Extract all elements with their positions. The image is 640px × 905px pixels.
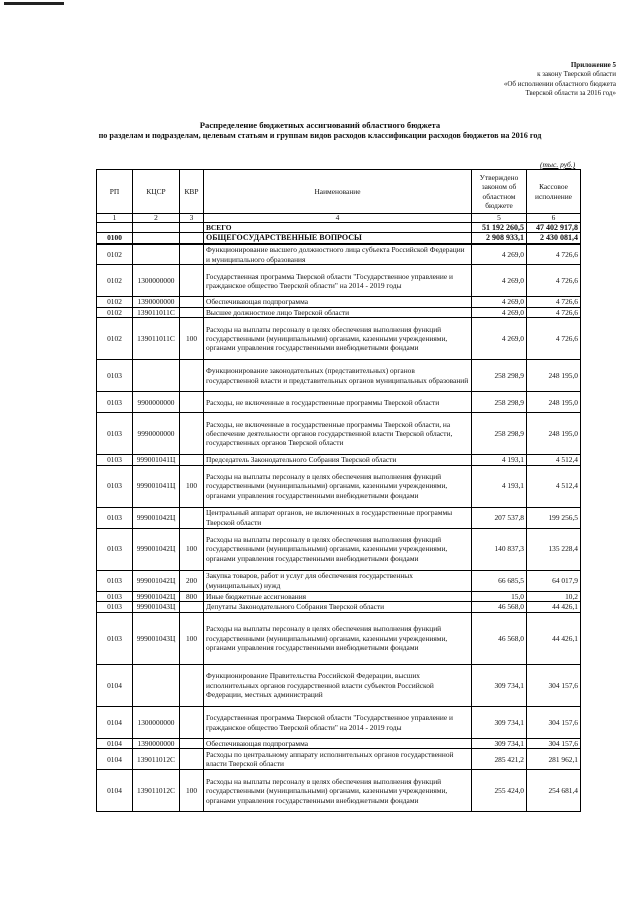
budget-table xyxy=(96,169,581,812)
cell-rp: 0102 xyxy=(97,244,133,265)
cell-name: ВСЕГО xyxy=(204,223,472,233)
column-number: 3 xyxy=(180,214,204,223)
cell-kcsr: 1390000000 xyxy=(133,739,180,749)
table-row xyxy=(97,465,581,507)
cell-name: Государственная программа Тверской области "Государственное управление и гражданское общество Тверской области" на 2014 - 2019 годы xyxy=(204,265,472,297)
cell-approved: 4 193,1 xyxy=(472,455,527,465)
cell-kvr: 100 xyxy=(180,613,204,665)
cell-kvr: 100 xyxy=(180,465,204,507)
cell-rp: 0103 xyxy=(97,613,133,665)
cell-name: Депутаты Законодательного Собрания Тверской области xyxy=(204,602,472,613)
cell-kvr xyxy=(180,507,204,528)
cell-approved: 15,0 xyxy=(472,591,527,601)
cell-rp: 0102 xyxy=(97,265,133,297)
cell-rp: 0104 xyxy=(97,749,133,770)
annex-title: Приложение 5 xyxy=(570,61,616,69)
table-row xyxy=(97,528,581,570)
table-row xyxy=(97,265,581,297)
column-number: 5 xyxy=(472,214,527,223)
table-row xyxy=(97,749,581,770)
cell-name: Высшее должностное лицо Тверской области xyxy=(204,307,472,317)
cell-executed: 4 726,6 xyxy=(527,297,581,307)
cell-rp: 0102 xyxy=(97,297,133,307)
header-kcsr: КЦСР xyxy=(133,170,180,214)
table-header-row xyxy=(97,170,581,214)
cell-kcsr: 999001042Ц xyxy=(133,570,180,591)
cell-kcsr: 999001041Ц xyxy=(133,465,180,507)
table-row xyxy=(97,507,581,528)
cell-kvr xyxy=(180,233,204,244)
cell-kvr xyxy=(180,739,204,749)
cell-kcsr xyxy=(133,244,180,265)
cell-kcsr: 999001042Ц xyxy=(133,528,180,570)
cell-rp: 0103 xyxy=(97,507,133,528)
table-row xyxy=(97,707,581,739)
cell-approved: 4 269,0 xyxy=(472,318,527,360)
cell-name: Расходы на выплаты персоналу в целях обеспечения выполнения функций государственными (муниципальными) органами, казенными учреждениями, органами управления государственными внебюджетными фондами xyxy=(204,465,472,507)
cell-name: Расходы, не включенные в государственные программы Тверской области xyxy=(204,392,472,413)
cell-kvr xyxy=(180,223,204,233)
cell-rp: 0100 xyxy=(97,233,133,244)
cell-name: Функционирование Правительства Российской Федерации, высших исполнительных органов государственной власти субъектов Российской Федерации, местных администраций xyxy=(204,665,472,707)
column-number: 4 xyxy=(204,214,472,223)
cell-name: Расходы на выплаты персоналу в целях обеспечения выполнения функций государственными (муниципальными) органами, казенными учреждениями, органами управления государственными внебюджетными фондами xyxy=(204,770,472,812)
cell-executed: 2 430 081,4 xyxy=(527,233,581,244)
table-row xyxy=(97,318,581,360)
cell-executed: 4 726,6 xyxy=(527,265,581,297)
cell-executed: 4 512,4 xyxy=(527,455,581,465)
cell-kvr: 100 xyxy=(180,528,204,570)
cell-kvr xyxy=(180,749,204,770)
cell-executed: 47 402 917,8 xyxy=(527,223,581,233)
cell-executed: 304 157,6 xyxy=(527,665,581,707)
cell-rp: 0103 xyxy=(97,360,133,392)
cell-approved: 51 192 260,5 xyxy=(472,223,527,233)
cell-kcsr: 999001042Ц xyxy=(133,507,180,528)
cell-approved: 4 193,1 xyxy=(472,465,527,507)
cell-name: Функционирование высшего должностного лица субъекта Российской Федерации и муниципального образования xyxy=(204,244,472,265)
cell-name: Закупка товаров, работ и услуг для обеспечения государственных (муниципальных) нужд xyxy=(204,570,472,591)
document-title: Распределение бюджетных ассигнований областного бюджета xyxy=(199,120,441,130)
cell-approved: 207 537,8 xyxy=(472,507,527,528)
table-row xyxy=(97,770,581,812)
cell-kcsr: 139011012С xyxy=(133,770,180,812)
table-row xyxy=(97,360,581,392)
cell-rp: 0103 xyxy=(97,570,133,591)
annex-line-1: к закону Тверской области xyxy=(537,70,616,79)
header-approved: Утверждено законом об областном бюджете xyxy=(472,170,527,214)
cell-executed: 64 017,9 xyxy=(527,570,581,591)
annex-block xyxy=(416,61,616,99)
cell-name: Расходы на выплаты персоналу в целях обеспечения выполнения функций государственными (муниципальными) органами, казенными учреждениями, органами управления государственными внебюджетными фондами xyxy=(204,528,472,570)
cell-executed: 4 512,4 xyxy=(527,465,581,507)
table-row xyxy=(97,223,581,233)
cell-rp: 0102 xyxy=(97,307,133,317)
cell-approved: 309 734,1 xyxy=(472,707,527,739)
cell-approved: 258 298,9 xyxy=(472,360,527,392)
cell-kcsr: 999001041Ц xyxy=(133,455,180,465)
table-row xyxy=(97,591,581,601)
cell-name: Председатель Законодательного Собрания Тверской области xyxy=(204,455,472,465)
cell-approved: 4 269,0 xyxy=(472,265,527,297)
cell-approved: 258 298,9 xyxy=(472,413,527,455)
cell-kvr: 100 xyxy=(180,318,204,360)
table-row xyxy=(97,602,581,613)
cell-kcsr xyxy=(133,665,180,707)
scan-top-mark xyxy=(4,2,64,5)
cell-executed: 254 681,4 xyxy=(527,770,581,812)
cell-kvr xyxy=(180,244,204,265)
cell-executed: 248 195,0 xyxy=(527,392,581,413)
header-name: Наименование xyxy=(204,170,472,214)
cell-rp: 0103 xyxy=(97,465,133,507)
cell-rp: 0103 xyxy=(97,392,133,413)
cell-approved: 46 568,0 xyxy=(472,602,527,613)
cell-kcsr xyxy=(133,360,180,392)
cell-approved: 4 269,0 xyxy=(472,244,527,265)
cell-rp: 0103 xyxy=(97,528,133,570)
cell-name: Расходы на выплаты персоналу в целях обеспечения выполнения функций государственными (муниципальными) органами, казенными учреждениями, органами управления государственными внебюджетными фондами xyxy=(204,318,472,360)
cell-kvr xyxy=(180,265,204,297)
cell-executed: 248 195,0 xyxy=(527,413,581,455)
cell-name: Функционирование законодательных (представительных) органов государственной власти и представительных органов муниципальных образований xyxy=(204,360,472,392)
cell-rp: 0104 xyxy=(97,665,133,707)
cell-kvr xyxy=(180,665,204,707)
annex-line-3: Тверской области за 2016 год» xyxy=(525,89,616,98)
cell-kvr xyxy=(180,602,204,613)
cell-name: Иные бюджетные ассигнования xyxy=(204,591,472,601)
cell-executed: 304 157,6 xyxy=(527,739,581,749)
cell-approved: 309 734,1 xyxy=(472,739,527,749)
annex-line-2: «Об исполнении областного бюджета xyxy=(503,79,616,88)
table-row xyxy=(97,413,581,455)
cell-kvr: 200 xyxy=(180,570,204,591)
table-row xyxy=(97,613,581,665)
table-row xyxy=(97,233,581,244)
cell-kcsr: 9900000000 xyxy=(133,392,180,413)
cell-executed: 4 726,6 xyxy=(527,318,581,360)
cell-kcsr: 999001043Ц xyxy=(133,602,180,613)
table-row xyxy=(97,244,581,265)
cell-name: Расходы на выплаты персоналу в целях обеспечения выполнения функций государственными (муниципальными) органами, казенными учреждениями, органами управления государственными внебюджетными фондами xyxy=(204,613,472,665)
cell-executed: 304 157,6 xyxy=(527,707,581,739)
cell-kcsr: 139011011С xyxy=(133,318,180,360)
cell-approved: 2 908 933,1 xyxy=(472,233,527,244)
cell-approved: 285 421,2 xyxy=(472,749,527,770)
cell-kcsr xyxy=(133,233,180,244)
cell-name: Расходы по центральному аппарату исполнительных органов государственной власти Тверской области xyxy=(204,749,472,770)
cell-approved: 255 424,0 xyxy=(472,770,527,812)
cell-executed: 44 426,1 xyxy=(527,613,581,665)
table-row xyxy=(97,570,581,591)
cell-rp: 0103 xyxy=(97,413,133,455)
cell-kcsr: 1300000000 xyxy=(133,707,180,739)
cell-kvr xyxy=(180,707,204,739)
cell-executed: 10,2 xyxy=(527,591,581,601)
header-rp: РП xyxy=(97,170,133,214)
cell-kcsr: 9990000000 xyxy=(133,413,180,455)
cell-rp: 0103 xyxy=(97,591,133,601)
cell-rp: 0103 xyxy=(97,602,133,613)
cell-kcsr: 1300000000 xyxy=(133,265,180,297)
cell-executed: 199 256,5 xyxy=(527,507,581,528)
cell-executed: 4 726,6 xyxy=(527,244,581,265)
cell-approved: 258 298,9 xyxy=(472,392,527,413)
document-subtitle: по разделам и подразделам, целевым статьям и группам видов расходов классификации расходов бюджетов на 2016 год xyxy=(98,131,542,140)
cell-approved: 46 568,0 xyxy=(472,613,527,665)
cell-kvr xyxy=(180,392,204,413)
cell-rp: 0104 xyxy=(97,739,133,749)
cell-executed: 4 726,6 xyxy=(527,307,581,317)
cell-name: Центральный аппарат органов, не включенных в государственные программы Тверской области xyxy=(204,507,472,528)
column-number: 2 xyxy=(133,214,180,223)
cell-kcsr: 999001042Ц xyxy=(133,591,180,601)
cell-kvr xyxy=(180,455,204,465)
cell-rp: 0104 xyxy=(97,707,133,739)
table-row xyxy=(97,297,581,307)
budget-table-body xyxy=(97,223,581,812)
cell-kvr xyxy=(180,297,204,307)
cell-name: Расходы, не включенные в государственные программы Тверской области, на обеспечение деятельности органов государственной власти Тверской области, государственных органов Тверской области xyxy=(204,413,472,455)
cell-name: Обеспечивающая подпрограмма xyxy=(204,739,472,749)
cell-rp xyxy=(97,223,133,233)
cell-kvr xyxy=(180,413,204,455)
cell-kcsr: 139011012С xyxy=(133,749,180,770)
cell-approved: 309 734,1 xyxy=(472,665,527,707)
table-row xyxy=(97,455,581,465)
table-row xyxy=(97,739,581,749)
cell-approved: 140 837,3 xyxy=(472,528,527,570)
cell-approved: 66 685,5 xyxy=(472,570,527,591)
cell-name: ОБЩЕГОСУДАРСТВЕННЫЕ ВОПРОСЫ xyxy=(204,233,472,244)
column-number: 6 xyxy=(527,214,581,223)
units-label: (тыс. руб.) xyxy=(540,160,576,169)
cell-kcsr: 139011011С xyxy=(133,307,180,317)
cell-approved: 4 269,0 xyxy=(472,307,527,317)
cell-name: Обеспечивающая подпрограмма xyxy=(204,297,472,307)
cell-kvr: 800 xyxy=(180,591,204,601)
cell-rp: 0102 xyxy=(97,318,133,360)
cell-kcsr: 1390000000 xyxy=(133,297,180,307)
cell-kvr xyxy=(180,360,204,392)
cell-kcsr xyxy=(133,223,180,233)
cell-executed: 248 195,0 xyxy=(527,360,581,392)
cell-name: Государственная программа Тверской области "Государственное управление и гражданское общество Тверской области" на 2014 - 2019 годы xyxy=(204,707,472,739)
cell-approved: 4 269,0 xyxy=(472,297,527,307)
cell-executed: 281 962,1 xyxy=(527,749,581,770)
header-kvr: КВР xyxy=(180,170,204,214)
cell-kvr xyxy=(180,307,204,317)
cell-rp: 0103 xyxy=(97,455,133,465)
cell-kcsr: 999001043Ц xyxy=(133,613,180,665)
column-number: 1 xyxy=(97,214,133,223)
cell-kvr: 100 xyxy=(180,770,204,812)
cell-executed: 44 426,1 xyxy=(527,602,581,613)
column-numbers-row xyxy=(97,214,581,223)
table-row xyxy=(97,307,581,317)
header-executed: Кассовое исполнение xyxy=(527,170,581,214)
table-row xyxy=(97,392,581,413)
table-row xyxy=(97,665,581,707)
cell-executed: 135 228,4 xyxy=(527,528,581,570)
cell-rp: 0104 xyxy=(97,770,133,812)
